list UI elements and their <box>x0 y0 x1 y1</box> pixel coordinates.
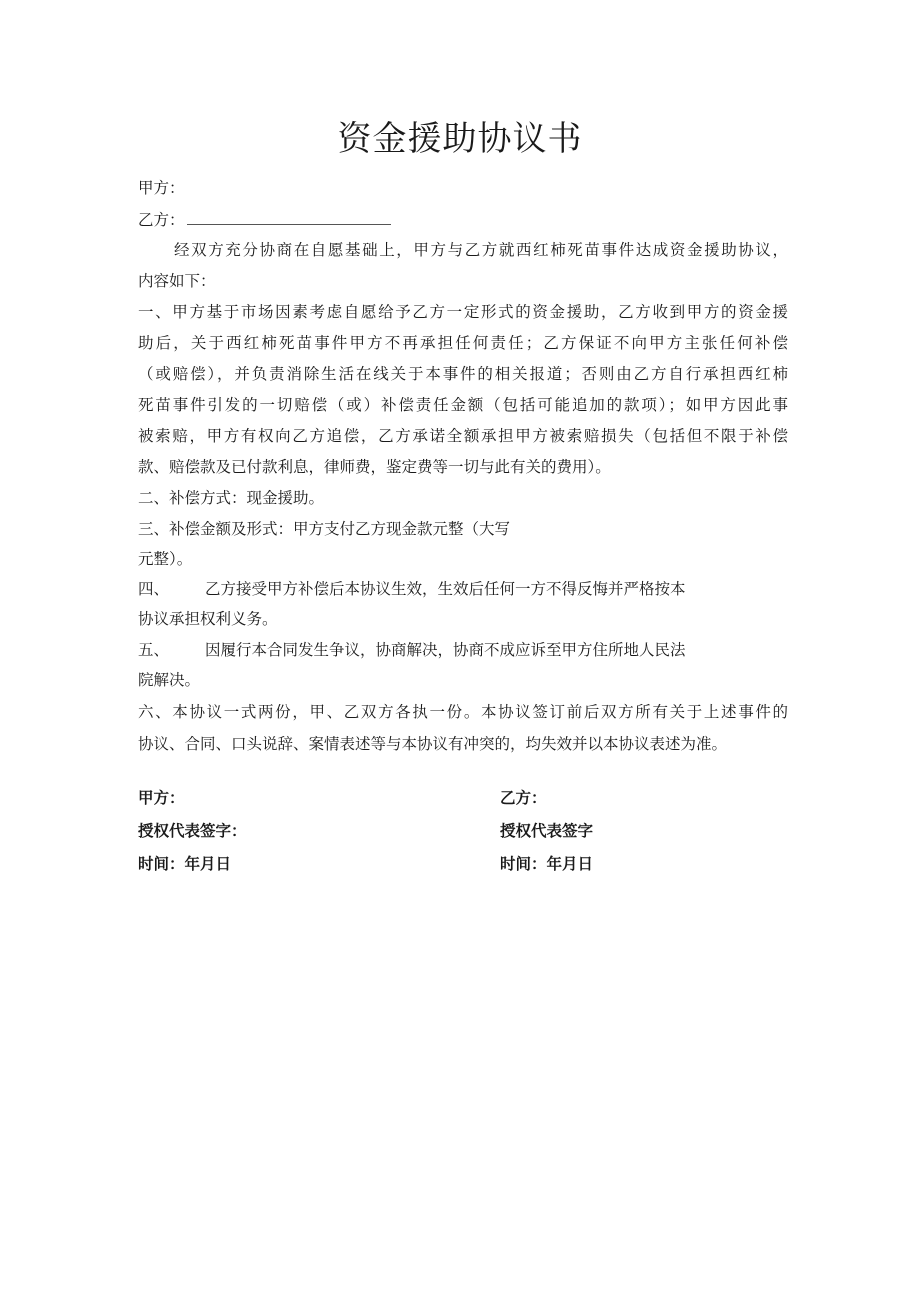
signature-party-a: 甲方： <box>138 789 185 807</box>
clause-3-line-1: 三、补偿金额及形式：甲方支付乙方现金款元整（大写 <box>138 520 511 538</box>
intro-paragraph-line-1 <box>174 239 788 261</box>
party-a-label: 甲方： <box>138 179 185 197</box>
clause-2-line-1: 二、补偿方式：现金援助。 <box>138 489 325 507</box>
clause-6-line-1: 六、本协议一式两份，甲、乙双方各执一份。本协议签订前后双方所有关于上述事件的 <box>138 703 788 721</box>
clause-4-text: 乙方接受甲方补偿后本协议生效，生效后任何一方不得反悔并严格按本 <box>205 580 686 598</box>
clause-1-line-5: 被索赔，甲方有权向乙方追偿，乙方承诺全额承担甲方被索赔损失（包括但不限于补偿 <box>138 427 788 445</box>
party-b-line <box>138 209 788 231</box>
clause-5-text: 因履行本合同发生争议，协商解决，协商不成应诉至甲方住所地人民法 <box>205 641 686 659</box>
intro-paragraph-line-2 <box>138 270 788 292</box>
clause-1-line-4: 死苗事件引发的一切赔偿（或）补偿责任金额（包括可能追加的款项）；如甲方因此事 <box>138 396 788 414</box>
clause-4-line-2: 协议承担权利义务。 <box>138 610 278 628</box>
clause-5-number: 五、 <box>138 641 170 659</box>
signature-party-a-representative: 授权代表签字： <box>138 822 247 840</box>
clause-4-number: 四、 <box>138 580 170 598</box>
signature-party-b: 乙方： <box>500 789 547 807</box>
party-b-label: 乙方： <box>138 211 185 229</box>
intro-text-1: 经双方充分协商在自愿基础上，甲方与乙方就西红柿死苗事件达成资金援助协议， <box>174 241 788 259</box>
clause-1-line-3: （或赔偿），并负责消除生活在线关于本事件的相关报道；否则由乙方自行承担西红柿 <box>138 365 788 383</box>
clause-1-line-2: 助后，关于西红柿死苗事件甲方不再承担任何责任；乙方保证不向甲方主张任何补偿 <box>138 334 788 352</box>
party-b-blank-underline <box>187 210 391 225</box>
signature-party-b-representative: 授权代表签字 <box>500 822 594 840</box>
clause-6-line-2: 协议、合同、口头说辞、案情表述等与本协议有冲突的，均失效并以本协议表述为准。 <box>138 735 728 753</box>
clause-5-line-2: 院解决。 <box>138 671 201 689</box>
clause-1-line-6: 款、赔偿款及已付款利息，律师费，鉴定费等一切与此有关的费用）。 <box>138 458 611 476</box>
signature-party-b-date: 时间：年月日 <box>500 855 594 873</box>
clause-3-line-2: 元整）。 <box>138 550 193 568</box>
signature-party-a-date: 时间：年月日 <box>138 855 232 873</box>
clause-1-line-1: 一、甲方基于市场因素考虑自愿给予乙方一定形式的资金援助，乙方收到甲方的资金援 <box>138 303 788 321</box>
clause-5-line-1 <box>138 639 788 661</box>
party-a-line <box>138 177 788 199</box>
clause-4-line-1 <box>138 578 788 600</box>
intro-text-2: 内容如下： <box>138 272 216 290</box>
document-title: 资金援助协议书 <box>337 119 583 159</box>
